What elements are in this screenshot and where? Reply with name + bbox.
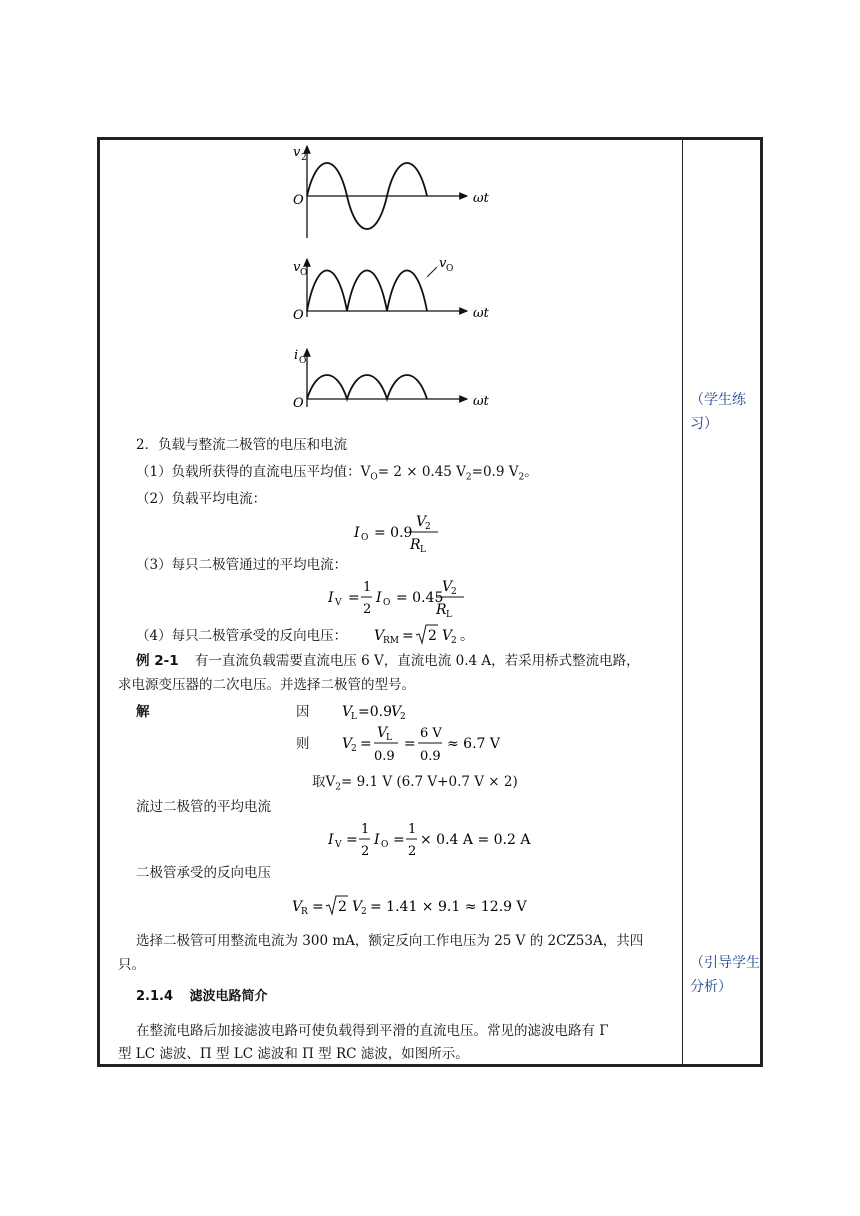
equation-because	[340, 700, 430, 724]
svg-text:L: L	[386, 733, 392, 743]
curve-label-leader	[427, 267, 437, 277]
rev-voltage-title: 二极管承受的反向电压	[136, 865, 271, 881]
select-line-2: 只。	[118, 957, 145, 973]
svg-text:V: V	[342, 736, 353, 752]
waveform-vo-chart	[285, 255, 495, 325]
svg-text:0.9: 0.9	[374, 749, 395, 764]
svg-text:1: 1	[408, 822, 417, 837]
rectified-curve	[307, 271, 427, 312]
svg-text:O: O	[381, 840, 389, 850]
svg-text:2: 2	[361, 907, 367, 917]
svg-text:2: 2	[451, 636, 457, 646]
svg-text:V: V	[442, 628, 453, 644]
side-note-practice: （学生练习）	[690, 392, 746, 432]
svg-text:O: O	[361, 533, 369, 543]
svg-text:= 0.9: = 0.9	[374, 525, 413, 541]
origin-label: O	[293, 396, 304, 411]
section-heading-2: 2．负载与整流二极管的电压和电流	[136, 437, 348, 453]
equation-avg-current	[326, 820, 531, 862]
svg-text:O: O	[383, 598, 391, 608]
svg-text:L: L	[446, 610, 452, 620]
svg-text:=0.9: =0.9	[358, 704, 392, 720]
svg-text:2: 2	[363, 602, 372, 617]
equation-iv	[326, 578, 476, 622]
svg-text:=: =	[393, 832, 405, 848]
example-label: 例 2-1	[136, 653, 179, 669]
take-sub: 2	[335, 782, 341, 793]
svg-text:V: V	[342, 704, 353, 720]
y-label-sub: 2	[301, 153, 307, 163]
origin-label: O	[293, 193, 304, 208]
section-title: 滤波电路简介	[189, 989, 268, 1004]
svg-text:= 0.45: = 0.45	[396, 590, 444, 606]
svg-text:2: 2	[361, 844, 370, 859]
item-1-sub: O	[370, 472, 378, 483]
svg-text:RM: RM	[383, 636, 399, 646]
curve-label-sub: O	[446, 264, 454, 274]
svg-text:=: =	[312, 899, 324, 915]
y-label-sub: O	[299, 356, 307, 366]
y-label-sub: O	[300, 268, 308, 278]
svg-text:2: 2	[400, 712, 406, 722]
item-1	[136, 463, 538, 487]
item-1-text: （1）负载所获得的直流电压平均值：V	[136, 464, 371, 480]
example-line-1	[136, 652, 640, 670]
equation-io	[352, 512, 462, 554]
y-label: v	[293, 145, 301, 160]
waveform-io-chart	[285, 345, 495, 410]
svg-text:=: =	[402, 628, 414, 644]
svg-text:V: V	[416, 514, 427, 530]
svg-text:L: L	[351, 712, 357, 722]
svg-text:V: V	[391, 704, 402, 720]
item-1-end: =0.9 V	[471, 464, 519, 480]
curve-label: v	[439, 256, 447, 271]
svg-text:V: V	[442, 579, 453, 595]
svg-text:R: R	[436, 602, 447, 618]
svg-text:= 1.41 × 9.1 ≈ 12.9 V: = 1.41 × 9.1 ≈ 12.9 V	[370, 899, 527, 915]
svg-text:=: =	[346, 832, 358, 848]
svg-text:0.9: 0.9	[420, 749, 441, 764]
x-label: ωt	[473, 306, 489, 321]
section-number: 2.1.4	[136, 989, 174, 1004]
svg-text:=: =	[360, 736, 372, 752]
item-1-rest: = 2 × 0.45 V	[377, 464, 466, 480]
item-1-tail: 。	[524, 464, 538, 480]
item-4-text: （4）每只二极管承受的反向电压：	[136, 628, 348, 644]
because-label: 因	[296, 704, 310, 720]
svg-text:× 0.4 A = 0.2 A: × 0.4 A = 0.2 A	[420, 832, 531, 848]
solution-label: 解	[136, 704, 150, 720]
item-1-sub3: 2	[518, 472, 525, 483]
svg-text:I: I	[354, 525, 360, 541]
svg-text:=: =	[348, 590, 360, 606]
svg-text:R: R	[301, 907, 308, 917]
svg-text:I: I	[374, 832, 380, 848]
select-line-1: 选择二极管可用整流电流为 300 mA，额定反向工作电压为 25 V 的 2CZ53A，共四	[136, 933, 644, 949]
svg-text:2: 2	[338, 899, 347, 915]
column-divider	[682, 139, 683, 1065]
svg-text:=: =	[404, 736, 416, 752]
take-rest: = 9.1 V (6.7 V+0.7 V × 2)	[340, 774, 518, 790]
example-line-2: 求电源变压器的二次电压。并选择二极管的型号。	[118, 677, 415, 693]
filter-line-2: 型 LC 滤波、Π 型 LC 滤波和 Π 型 RC 滤波，如图所示。	[118, 1046, 469, 1062]
example-text-1: 有一直流负载需要直流电压 6 V，直流电流 0.4 A，若采用桥式整流电路，	[194, 653, 640, 669]
svg-text:2: 2	[428, 628, 437, 644]
svg-text:V: V	[335, 598, 342, 608]
svg-text:6 V: 6 V	[420, 726, 442, 741]
x-label: ωt	[473, 191, 489, 206]
equation-rev-voltage	[290, 892, 527, 918]
item-2: （2）负载平均电流：	[136, 491, 267, 507]
equation-then	[340, 724, 500, 766]
section-heading-214	[136, 988, 268, 1006]
origin-label: O	[293, 308, 304, 323]
svg-text:I: I	[376, 590, 382, 606]
svg-text:2: 2	[351, 744, 357, 754]
current-curve	[307, 375, 427, 399]
svg-text:V: V	[335, 840, 342, 850]
equation-vrm	[372, 622, 482, 648]
y-label: v	[293, 260, 301, 275]
item-4	[136, 627, 347, 645]
y-label: i	[294, 348, 299, 363]
svg-text:R: R	[410, 537, 421, 553]
svg-text:V: V	[374, 628, 385, 644]
x-label: ωt	[473, 394, 489, 409]
svg-text:1: 1	[361, 822, 370, 837]
side-note-guide: （引导学生分析）	[690, 955, 760, 995]
svg-text:2: 2	[425, 522, 431, 532]
svg-text:I: I	[328, 590, 334, 606]
take-line	[312, 773, 518, 797]
svg-text:V: V	[292, 899, 303, 915]
filter-line-1: 在整流电路后加接滤波电路可使负载得到平滑的直流电压。常见的滤波电路有 Γ	[136, 1023, 609, 1039]
then-label: 则	[296, 736, 310, 752]
svg-text:V: V	[352, 899, 363, 915]
svg-text:2: 2	[451, 587, 457, 597]
take-text: 取V	[312, 774, 336, 790]
svg-text:V: V	[377, 725, 388, 741]
svg-text:2: 2	[408, 844, 417, 859]
waveform-v2-chart	[285, 142, 495, 242]
svg-text:≈ 6.7 V: ≈ 6.7 V	[447, 736, 501, 752]
svg-text:。: 。	[460, 628, 474, 644]
svg-text:1: 1	[363, 580, 372, 595]
svg-text:I: I	[328, 832, 334, 848]
svg-text:L: L	[420, 545, 426, 555]
item-3: （3）每只二极管通过的平均电流：	[136, 557, 348, 573]
item-1-sub2: 2	[465, 472, 472, 483]
avg-current-title: 流过二极管的平均电流	[136, 799, 271, 815]
